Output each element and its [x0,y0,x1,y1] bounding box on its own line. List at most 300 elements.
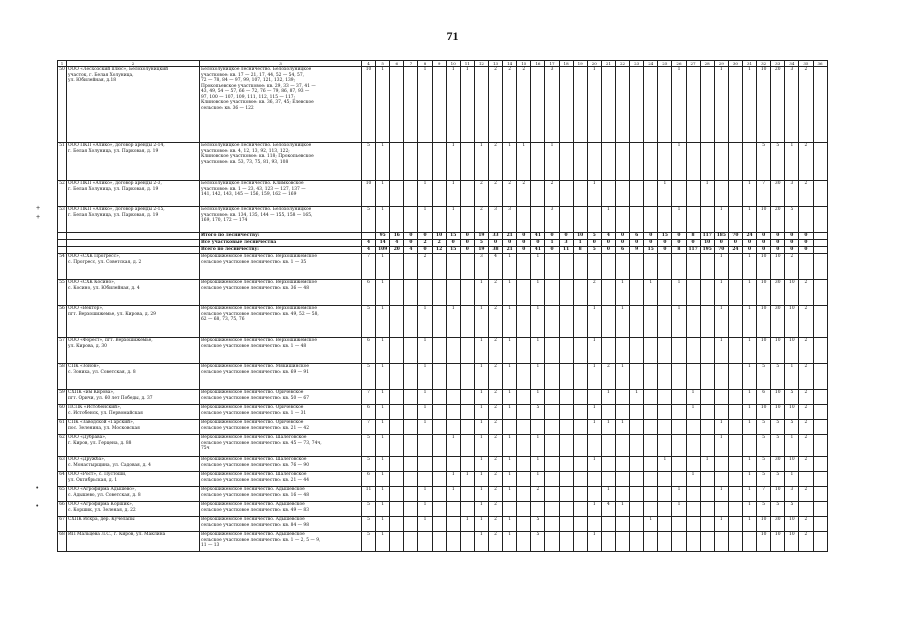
value-cell [531,181,545,207]
value-cell: 2 [799,457,813,472]
summary-value-cell: 0 [488,240,502,247]
value-cell: 1 [418,517,432,532]
value-cell: 1 [615,420,629,435]
value-cell: 1 [503,280,517,306]
value-cell [672,420,686,435]
organization-cell: ООО «Форест», пгт. Верхошижемье, ул. Кирова, д. 30 [67,338,200,364]
value-cell [545,390,559,405]
value-cell: 1 [446,67,460,143]
value-cell: 1 [531,306,545,338]
value-cell [460,143,474,181]
summary-value-cell: 10 [573,233,587,240]
organization-cell: ООО «СХК Прогресс», с. Прогресс, ул. Советская, д. 2 [67,254,200,280]
value-cell [517,420,531,435]
value-cell: 1 [446,435,460,457]
value-cell [644,181,658,207]
value-cell: 1 [531,364,545,390]
value-cell [601,181,615,207]
organization-cell [67,233,200,240]
value-cell: 2 [488,472,502,487]
value-cell: 1 [418,338,432,364]
table-row [58,181,828,207]
value-cell [432,420,446,435]
value-cell [658,532,672,552]
value-cell [728,364,742,390]
value-cell [559,435,573,457]
value-cell: 30 [771,457,785,472]
value-cell: 1 [615,364,629,390]
summary-value-cell: 0 [503,240,517,247]
column-number: 7 [404,61,418,67]
value-cell: 2 [517,181,531,207]
value-cell [573,143,587,181]
column-number: 14 [503,61,517,67]
value-cell: 1 [742,254,756,280]
forest-area-cell: Белохолуницкое лесничество. Белохолуницкое участковое: кв. 17 — 21, 17, 44, 52 — 54, 57, 72 — 78, 84 — 97, 99, 107, 121, 132, 139; Прокопьевское участковое: кв. 29, 33 — 37, 41 — 43, 49, 54 — 57, 66 — 72, 76 — 79, 86, 87, 93 — 97, 100 — 107, 109, 111, 112, 115 — 117; Клиновское участковое: кв. 36, 37, 45; Елевское сельское: кв. 36 — 122 [200,67,362,143]
value-cell [686,420,700,435]
organization-cell [67,247,200,254]
column-number: 28 [700,61,714,67]
value-cell [630,254,644,280]
value-cell [686,306,700,338]
value-cell [573,338,587,364]
value-cell: 1 [418,181,432,207]
value-cell [714,405,728,420]
value-cell [390,502,404,517]
value-cell: 1 [545,143,559,181]
value-cell: 10 [771,390,785,405]
value-cell [686,435,700,457]
value-cell: 1 [446,207,460,233]
forest-area-cell: Верхошижемское лесничество. Оричевское сельское участковое лесничество: кв. 50 — 67 [200,390,362,405]
summary-value-cell: 10 [700,240,714,247]
summary-value-cell: 70 [714,247,728,254]
value-cell [700,280,714,306]
value-cell: 1 [742,181,756,207]
value-cell: 1 [446,306,460,338]
value-cell: 1 [672,143,686,181]
row-number: 68 [58,532,67,552]
summary-value-cell: 19 [474,233,488,240]
row-number: 53 [58,207,67,233]
summary-value-cell: 0 [686,240,700,247]
summary-value-cell: 0 [517,233,531,240]
column-number: 25 [658,61,672,67]
column-number: 30 [728,61,742,67]
value-cell: 1 [376,390,390,405]
summary-value-cell: 0 [517,247,531,254]
value-cell [404,487,418,502]
value-cell [728,67,742,143]
value-cell [672,390,686,405]
table-row [58,435,828,457]
value-cell: 1 [446,181,460,207]
value-cell: 1 [742,67,756,143]
value-cell: 1 [376,502,390,517]
value-cell [432,207,446,233]
organization-cell: СХПК Искра, дер. Кучелапы [67,517,200,532]
value-cell: 7 [362,390,376,405]
summary-row [58,233,828,240]
value-cell [559,338,573,364]
value-cell: 1 [474,280,488,306]
value-cell [813,405,827,420]
value-cell: 5 [785,502,799,517]
value-cell [545,532,559,552]
value-cell: 2 [785,254,799,280]
table-row [58,306,828,338]
value-cell: 1 [587,532,601,552]
value-cell [446,532,460,552]
table-row [58,487,828,502]
value-cell [630,143,644,181]
value-cell: 20 [771,67,785,143]
value-cell: 1 [742,457,756,472]
value-cell [432,457,446,472]
table-row [58,390,828,405]
value-cell: 1 [672,280,686,306]
value-cell [658,487,672,502]
summary-value-cell: 24 [728,247,742,254]
value-cell: 1 [531,338,545,364]
table-row [58,338,828,364]
value-cell: 5 [785,207,799,233]
organization-cell: ООО ПКП «Алико», договор аренды 2-14, г. Белая Холуница, ул. Парковая, д. 19 [67,143,200,181]
value-cell: 1 [474,364,488,390]
value-cell [545,472,559,487]
summary-value-cell: 16 [390,233,404,240]
value-cell: 5 [362,207,376,233]
value-cell [517,532,531,552]
value-cell [700,532,714,552]
value-cell: 1 [700,181,714,207]
summary-value-cell: 195 [700,247,714,254]
value-cell: 1 [503,517,517,532]
value-cell: 2 [488,364,502,390]
value-cell [432,364,446,390]
value-cell [615,67,629,143]
value-cell [658,306,672,338]
summary-value-cell: 15 [446,247,460,254]
value-cell: 1 [672,502,686,517]
value-cell [460,280,474,306]
value-cell [390,472,404,487]
value-cell: 1 [503,435,517,457]
value-cell: 10 [771,338,785,364]
value-cell: 10 [785,457,799,472]
value-cell: 1 [474,502,488,517]
value-cell: 2 [799,532,813,552]
value-cell [573,364,587,390]
summary-value-cell: 0 [404,233,418,240]
value-cell [615,457,629,472]
value-cell [559,405,573,420]
value-cell [587,390,601,405]
value-cell: 1 [615,502,629,517]
row-number: 60 [58,405,67,420]
value-cell: 1 [714,254,728,280]
value-cell [545,338,559,364]
value-cell [813,338,827,364]
value-cell: 1 [587,338,601,364]
organization-cell: СХПК «им Кирова», пгт. Оричи, ул. 60 лет Победы, д. 37 [67,390,200,405]
value-cell [630,472,644,487]
value-cell [390,143,404,181]
value-cell: 5 [362,306,376,338]
value-cell [700,143,714,181]
value-cell: 1 [376,280,390,306]
value-cell [630,181,644,207]
value-cell [573,472,587,487]
value-cell: 5 [757,435,771,457]
value-cell: 5 [362,435,376,457]
value-cell [559,487,573,502]
value-cell [446,517,460,532]
value-cell [432,181,446,207]
value-cell [686,254,700,280]
value-cell [728,306,742,338]
summary-value-cell: 10 [432,233,446,240]
value-cell [686,207,700,233]
summary-value-cell: 41 [531,247,545,254]
value-cell [672,405,686,420]
value-cell [460,405,474,420]
value-cell: 1 [587,420,601,435]
summary-value-cell: 0 [644,240,658,247]
value-cell: 1 [714,306,728,338]
organization-cell: ООО «СХК Косино», с. Косино, ул. Юбилейная, д. 4 [67,280,200,306]
value-cell [573,207,587,233]
value-cell: 1 [686,472,700,487]
summary-label: Все участковые лесничества [200,240,362,247]
column-number: 9 [432,61,446,67]
value-cell: 2 [799,143,813,181]
value-cell [432,306,446,338]
value-cell [517,457,531,472]
row-number: 56 [58,306,67,338]
column-number: 6 [390,61,404,67]
value-cell [559,143,573,181]
value-cell [615,254,629,280]
value-cell: 3 [785,181,799,207]
summary-value-cell: 21 [503,233,517,240]
value-cell: 1 [376,143,390,181]
value-cell [799,254,813,280]
value-cell [686,280,700,306]
value-cell: 5 [362,517,376,532]
forest-area-cell: Верхошижемское лесничество. Адышевское сельское участковое лесничество: кв. 1 — 2, 5 — 9, 11 — 13 [200,532,362,552]
value-cell [742,143,756,181]
value-cell: 1 [474,390,488,405]
value-cell: 1 [376,306,390,338]
value-cell: 7 [362,254,376,280]
column-number: 36 [813,61,827,67]
value-cell: 1 [474,457,488,472]
value-cell [390,390,404,405]
value-cell [517,502,531,517]
summary-value-cell: 0 [799,233,813,240]
value-cell: 2 [799,517,813,532]
value-cell [460,435,474,457]
value-cell [587,472,601,487]
column-number: 13 [488,61,502,67]
value-cell [700,254,714,280]
value-cell [728,472,742,487]
value-cell [545,280,559,306]
value-cell [686,181,700,207]
value-cell: 1 [418,502,432,517]
value-cell: 3 [488,207,502,233]
value-cell: 3 [785,487,799,502]
value-cell: 5 [531,405,545,420]
value-cell [503,502,517,517]
column-number: 17 [545,61,559,67]
row-number: 51 [58,143,67,181]
value-cell: 3 [785,67,799,143]
column-number: 32 [757,61,771,67]
value-cell [658,405,672,420]
organization-cell: ООО «Дубрава», г. Киров, ул. Герцена, д. 88 [67,435,200,457]
value-cell [390,280,404,306]
value-cell [601,472,615,487]
value-cell [559,472,573,487]
column-number: 26 [672,61,686,67]
summary-value-cell [362,233,376,240]
value-cell [813,517,827,532]
value-cell [460,254,474,280]
value-cell: 2 [503,67,517,143]
value-cell [404,207,418,233]
value-cell [728,420,742,435]
value-cell [390,517,404,532]
value-cell [658,207,672,233]
value-cell [601,67,615,143]
value-cell [644,207,658,233]
value-cell [813,532,827,552]
value-cell: 4 [601,502,615,517]
value-cell [813,306,827,338]
column-number: 5 [376,61,390,67]
value-cell [714,143,728,181]
value-cell [531,502,545,517]
organization-cell: ПСПК «Истобенский», с. Истобенск, ул. Первомайская [67,405,200,420]
value-cell: 1 [714,435,728,457]
value-cell [559,532,573,552]
summary-value-cell: 0 [785,247,799,254]
value-cell: 3 [503,207,517,233]
value-cell: 1 [460,67,474,143]
value-cell [644,254,658,280]
summary-value-cell: 0 [517,240,531,247]
value-cell: 10 [785,306,799,338]
forest-area-cell: Верхошижемское лесничество. Верхошижемское сельское участковое лесничество: кв. 49, 52 — 58, 62 — 68, 73, 75, 76 [200,306,362,338]
value-cell: 2 [488,143,502,181]
value-cell: 1 [474,472,488,487]
summary-value-cell: 0 [771,240,785,247]
summary-value-cell: 0 [785,233,799,240]
value-cell [559,390,573,405]
value-cell [517,390,531,405]
value-cell [418,472,432,487]
value-cell: 1 [686,390,700,405]
organization-cell: ООО ПКП «Алико», договор аренды 2-15, г. Белая Холуница, ул. Парковая, д. 19 [67,207,200,233]
value-cell: 2 [418,254,432,280]
value-cell: 1 [376,517,390,532]
value-cell: 2 [799,364,813,390]
value-cell [517,364,531,390]
value-cell: 1 [460,472,474,487]
value-cell: 2 [488,457,502,472]
value-cell [587,487,601,502]
value-cell [714,532,728,552]
value-cell: 1 [503,364,517,390]
value-cell: 2 [488,435,502,457]
row-number: 54 [58,254,67,280]
value-cell [390,405,404,420]
value-cell [446,338,460,364]
value-cell [559,502,573,517]
value-cell: 5 [757,420,771,435]
summary-value-cell: 0 [672,233,686,240]
value-cell [644,405,658,420]
column-number: 16 [531,61,545,67]
value-cell [728,254,742,280]
value-cell: 4 [488,254,502,280]
summary-value-cell: 95 [376,233,390,240]
value-cell [601,532,615,552]
table-row [58,420,828,435]
value-cell [601,435,615,457]
value-cell [658,472,672,487]
summary-value-cell [813,240,827,247]
value-cell: 10 [757,254,771,280]
value-cell [601,517,615,532]
value-cell: 1 [700,457,714,472]
value-cell [432,67,446,143]
value-cell [672,338,686,364]
value-cell: 1 [460,517,474,532]
forestry-table [57,60,828,552]
row-number: 58 [58,364,67,390]
value-cell: 10 [757,405,771,420]
value-cell: 1 [714,67,728,143]
value-cell: 1 [376,405,390,420]
summary-value-cell: 6 [630,233,644,240]
value-cell [658,517,672,532]
row-number: 67 [58,517,67,532]
value-cell [644,487,658,502]
summary-value-cell: 0 [799,247,813,254]
value-cell: 2 [474,207,488,233]
value-cell: 1 [503,457,517,472]
value-cell [474,67,488,143]
value-cell [728,487,742,502]
forest-area-cell: Белохолуницкое лесничество. Белохолуницкое участковое: кв. 4, 12, 13, 92, 113, 122; Клиновское участковое: кв. 118; Прокопьевское участковое: кв. 53, 73, 75, 81, 93, 108 [200,143,362,181]
value-cell [559,306,573,338]
value-cell [517,338,531,364]
value-cell: 10 [757,338,771,364]
value-cell: 5 [785,390,799,405]
summary-value-cell: 0 [615,233,629,240]
value-cell: 1 [785,472,799,487]
value-cell [686,502,700,517]
value-cell [587,254,601,280]
column-number: 19 [573,61,587,67]
value-cell: 5 [771,420,785,435]
value-cell [559,457,573,472]
value-cell [630,405,644,420]
value-cell [813,420,827,435]
